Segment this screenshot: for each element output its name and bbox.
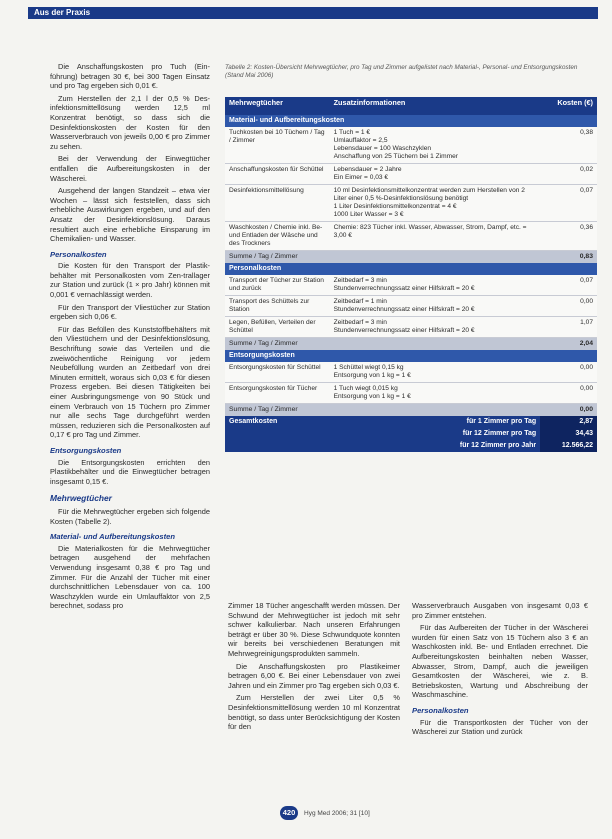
paragraph: Für das Befüllen des Kunststoffbehälters mit den Vliestüchern und der Desinfektionslösung, Beschriftung sowie das Verteilen und die zweiwöchentliche Reinigung vor jedem Neubefüllung wurden an Zeitbedarf von drei Minuten ermittelt, woraus sich 0,03 € für diesen Prozess ergeben. Bei diesen Tätigkeiten bei einer Ausbringungsmenge von 90 Stück und einem Verbrauch von 15 Tüchern pro Zimmer nur alle sechs Tage durchgeführt werden müssen, reduzieren sich die Personalkosten auf 0,17 € pro Tag und Zimmer. xyxy=(50,324,210,440)
row-info xyxy=(330,275,541,296)
subheading: Material- und Aufbereitungskosten xyxy=(50,532,176,542)
table-row xyxy=(225,275,597,296)
row-item: Tuchkosten bei 10 Tüchern / Tag / Zimmer xyxy=(225,127,330,164)
paragraph: Für den Transport der Vliestücher zur Station ergeben sich 0,06 €. xyxy=(50,302,210,322)
section-title: Material- und Aufbereitungskosten xyxy=(225,115,597,127)
info-line: 1 Schüttel wiegt 0,15 kg xyxy=(333,364,404,371)
section-label: Aus der Praxis xyxy=(34,8,91,17)
section-title: Entsorgungskosten xyxy=(225,350,597,362)
middle-text-column xyxy=(228,601,400,801)
info-line: 1 Tuch = 1 € xyxy=(333,129,371,136)
paragraph: Die Entsorgungskosten errichten den Plastikbehälter und die Einwegtücher betragen insgesamt 0,15 €. xyxy=(50,457,210,486)
row-item: Transport des Schüttels zur Station xyxy=(225,296,330,317)
paragraph: Ausgehend der langen Standzeit – etwa vier Wochen – lässt sich feststellen, dass sich erhebliche Auswirkungen ergeben, und auf den Ansatz der Desinfektionslösung. Daraus resultiert auch eine erhebliche Einsparung im Chemikalien- und Wasser. xyxy=(50,186,210,244)
info-line: Chemie: 823 Tücher inkl. Wasser, Abwasser, Strom, Dampf, etc. = 3,00 € xyxy=(333,224,527,239)
table-row xyxy=(225,383,597,404)
info-line: Zeitbedarf = 3 min xyxy=(333,277,387,284)
info-line: Entsorgung von 1 kg = 1 € xyxy=(333,393,411,400)
total-row xyxy=(225,440,597,452)
sum-label: Summe / Tag / Zimmer xyxy=(225,338,540,351)
row-cost: 0,38 xyxy=(540,127,597,164)
info-line: Lebensdauer = 2 Jahre xyxy=(333,166,402,173)
row-item: Anschaffungskosten für Schüttel xyxy=(225,164,330,185)
row-cost: 0,07 xyxy=(540,275,597,296)
row-cost: 0,00 xyxy=(540,296,597,317)
row-info xyxy=(330,185,541,222)
table-row xyxy=(225,362,597,383)
total-value: 34,43 xyxy=(540,428,597,440)
paragraph: Die Kosten für den Transport der Plastik-behälter mit Personalkosten vom Zen-trallager zur Station und zurück (1 × pro Jahr) können mit 0,001 € vernachlässigt werden. xyxy=(50,261,210,300)
row-item: Desinfektionsmittellösung xyxy=(225,185,330,222)
sum-row xyxy=(225,404,597,417)
journal-reference: Hyg Med 2006; 31 [10] xyxy=(304,810,370,817)
row-info xyxy=(330,383,541,404)
paragraph: Die Anschaffungskosten pro Plastikeimer betragen 6,00 €. Bei einer Lebensdauer von zwei Jahren und ein Zimmer pro Tag ergeben sich 0,03 €. xyxy=(228,661,400,690)
row-item: Entsorgungskosten für Tücher xyxy=(225,383,330,404)
total-title: Gesamtkosten xyxy=(225,416,330,428)
subheading: Entsorgungskosten xyxy=(50,445,122,455)
sum-row xyxy=(225,251,597,264)
total-spacer xyxy=(225,428,330,440)
section-row xyxy=(225,350,597,362)
row-info xyxy=(330,362,541,383)
section-title: Personalkosten xyxy=(225,263,597,275)
paragraph: Für die Transportkosten der Tücher von der Wäscherei zur Station und zurück xyxy=(412,717,588,737)
info-line: 1 Tuch wiegt 0,015 kg xyxy=(333,385,398,392)
info-line: Stundenverrechnungssatz einer Hilfskraft = 20 € xyxy=(333,327,475,334)
table-row xyxy=(225,317,597,338)
row-cost: 0,00 xyxy=(540,362,597,383)
info-line: 10 ml Desinfektionsmittelkonzentrat werden zum Herstellen von 2 Liter einer 0,5 %-Desinfektionslösung benötigt xyxy=(333,187,525,202)
info-line: Lebensdauer = 100 Waschzyklen xyxy=(333,145,432,152)
info-line: Ein Eimer = 0,03 € xyxy=(333,174,389,181)
paragraph: Zum Herstellen der zwei Liter 0,5 % Desinfektionsmittellösung werden 10 ml Konzentrat benötigt, so dass unter Berücksichtigung der Kosten für den xyxy=(228,693,400,732)
table-caption: Tabelle 2: Kosten-Übersicht Mehrwegtücher, pro Tag und Zimmer aufgelistet nach Material-, Personal- und Entsorgungskosten (Stand Mai 2006) xyxy=(225,64,578,79)
row-item: Transport der Tücher zur Station und zurück xyxy=(225,275,330,296)
section-header-bar xyxy=(28,7,598,19)
sum-value: 2,04 xyxy=(540,338,597,351)
sum-value: 0,83 xyxy=(540,251,597,264)
total-spacer xyxy=(225,440,330,452)
paragraph: Wasserverbrauch Ausgaben von insgesamt 0,03 € pro Zimmer entstehen. xyxy=(412,601,588,620)
row-item: Legen, Befüllen, Verteilen der Schüttel xyxy=(225,317,330,338)
info-line: Umlauffaktor = 2,5 xyxy=(333,137,388,144)
row-item: Waschkosten / Chemie inkl. Be- und Entladen der Wäsche und des Trockners xyxy=(225,222,330,251)
table-row xyxy=(225,164,597,185)
row-item: Entsorgungskosten für Schüttel xyxy=(225,362,330,383)
row-cost: 0,02 xyxy=(540,164,597,185)
paragraph: Die Materialkosten für die Mehrwegtücher betragen ausgehend der mehrfachen Verwendung insgesamt 0,38 € pro Tag und Zimmer. Für die Anzahl der Tücher mit einer durchschnittlichen Lebensdauer von ca. 100 Waschzyklen wurde ein Umlauffaktor von 2,5 berechnet, sodass pro xyxy=(50,543,210,611)
total-row xyxy=(225,416,597,428)
section-row xyxy=(225,115,597,127)
subheading: Personalkosten xyxy=(412,705,469,715)
col-header-item: Mehrwegtücher xyxy=(225,97,330,115)
table-row xyxy=(225,222,597,251)
left-text-column xyxy=(50,62,210,804)
paragraph: Die Anschaffungskosten pro Tuch (Ein-führung) betragen 30 €, bei 300 Tagen Einsatz und pro Tag ergeben sich 0,01 €. xyxy=(50,62,210,91)
total-label: für 1 Zimmer pro Tag xyxy=(330,416,541,428)
subheading: Personalkosten xyxy=(50,249,107,259)
total-row xyxy=(225,428,597,440)
total-value: 12.566,22 xyxy=(540,440,597,452)
paragraph: Für die Mehrwegtücher ergeben sich folgende Kosten (Tabelle 2). xyxy=(50,506,210,526)
paragraph: Zum Herstellen der 2,1 l der 0,5 % Des-infektionsmittellösung werden 12,5 ml Konzentrat benötigt, so dass sich die Desinfektionskosten der Kosten für den Wasserverbrauch von jeweils 0,00 € pro Zimmer zu sehen. xyxy=(50,93,210,151)
row-info xyxy=(330,164,541,185)
page-number: 420 xyxy=(280,806,298,820)
right-text-column xyxy=(412,601,588,801)
row-info xyxy=(330,296,541,317)
paragraph: Für das Aufbereiten der Tücher in der Wäscherei wurden für einen Satz von 15 Tüchern also 3 € an Waschkosten inkl. Be- und Entladen errechnet. Die Aufbereitungskosten beinhalten neben Wasser, Abwasser, Strom, Dampf, auch die jeweiligen Gesamtkosten der Wäscherei, wie z. B. Betriebskosten, Wartung und Abschreibung der Waschmaschine. xyxy=(412,623,588,700)
info-line: Stundenverrechnungssatz einer Hilfskraft = 20 € xyxy=(333,306,475,313)
col-header-cost: Kosten (€) xyxy=(540,97,597,115)
total-label: für 12 Zimmer pro Jahr xyxy=(330,440,541,452)
row-cost: 0,00 xyxy=(540,383,597,404)
table-row xyxy=(225,127,597,164)
row-cost: 1,07 xyxy=(540,317,597,338)
row-info xyxy=(330,127,541,164)
paragraph: Bei der Verwendung der Einwegtücher entfallen die Aufbereitungskosten in der Wäscherei. xyxy=(50,154,210,183)
cost-table xyxy=(225,97,597,452)
info-line: Zeitbedarf = 3 min xyxy=(333,319,387,326)
heading: Mehrwegtücher xyxy=(50,493,112,504)
sum-row xyxy=(225,338,597,351)
info-line: 1000 Liter Wasser = 3 € xyxy=(333,211,404,218)
sum-value: 0,00 xyxy=(540,404,597,417)
paragraph: Zimmer 18 Tücher angeschafft werden müssen. Der Schwund der Mehrwegtücher ist jedoch mit sehr schwer kalkulierbar. Nach unseren Erfahrungen beträgt er über 30 %. Diese Schwundquote konnten wir bereits bei verschiedenen Beratungen mit Mehrwegreinigungsprodukten sammeln. xyxy=(228,601,400,658)
row-info xyxy=(330,222,541,251)
total-label: für 12 Zimmer pro Tag xyxy=(330,428,541,440)
info-line: Anschaffung von 25 Tüchern bei 1 Zimmer xyxy=(333,153,458,160)
row-cost: 0,36 xyxy=(540,222,597,251)
col-header-info: Zusatzinformationen xyxy=(330,97,541,115)
section-row xyxy=(225,263,597,275)
sum-label: Summe / Tag / Zimmer xyxy=(225,251,540,264)
total-value: 2,87 xyxy=(540,416,597,428)
table-row xyxy=(225,185,597,222)
page-footer xyxy=(280,806,370,820)
sum-label: Summe / Tag / Zimmer xyxy=(225,404,540,417)
row-info xyxy=(330,317,541,338)
row-cost: 0,07 xyxy=(540,185,597,222)
info-line: Stundenverrechnungssatz einer Hilfskraft = 20 € xyxy=(333,285,475,292)
info-line: Zeitbedarf = 1 min xyxy=(333,298,387,305)
info-line: Entsorgung von 1 kg = 1 € xyxy=(333,372,411,379)
table-row xyxy=(225,296,597,317)
info-line: 1 Liter Desinfektionsmittelkonzentrat = 4 € xyxy=(333,203,457,210)
